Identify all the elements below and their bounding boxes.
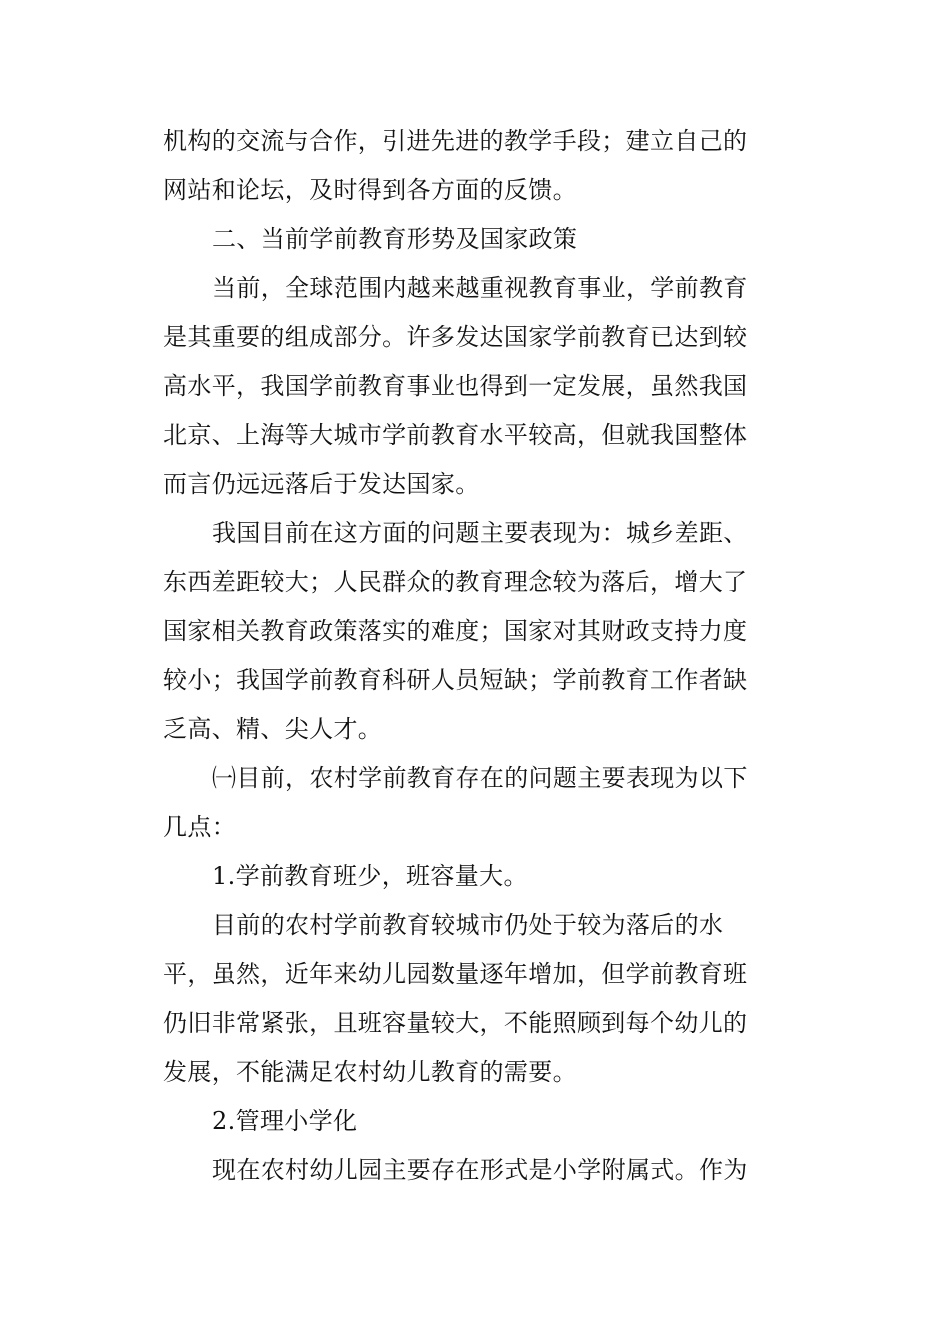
paragraph-line: 是其重要的组成部分。许多发达国家学前教育已达到较 <box>163 323 748 351</box>
paragraph-line: 目前的农村学前教育较城市仍处于较为落后的水 <box>212 911 724 939</box>
paragraph-line: 国家相关教育政策落实的难度；国家对其财政支持力度 <box>163 617 748 645</box>
document-page <box>163 117 775 1195</box>
paragraph-line: 高水平，我国学前教育事业也得到一定发展，虽然我国 <box>163 372 748 400</box>
paragraph-line: 东西差距较大；人民群众的教育理念较为落后，增大了 <box>163 568 748 596</box>
paragraph-line: 发展，不能满足农村幼儿教育的需要。 <box>163 1058 577 1086</box>
paragraph-line: 现在农村幼儿园主要存在形式是小学附属式。作为 <box>212 1156 748 1184</box>
subsection-heading: ㈠目前，农村学前教育存在的问题主要表现为以下 <box>212 764 748 792</box>
list-item-heading: 1.学前教育班少，班容量大。 <box>212 862 528 890</box>
paragraph-line: 机构的交流与合作，引进先进的教学手段；建立自己的 <box>163 127 748 155</box>
list-item-heading: 2.管理小学化 <box>212 1107 358 1135</box>
section-heading: 二、当前学前教育形势及国家政策 <box>212 225 578 253</box>
paragraph-line: 乏高、精、尖人才。 <box>163 715 383 743</box>
paragraph-line: 北京、上海等大城市学前教育水平较高，但就我国整体 <box>163 421 748 449</box>
paragraph-line: 平，虽然，近年来幼儿园数量逐年增加，但学前教育班 <box>163 960 748 988</box>
paragraph-line: 网站和论坛，及时得到各方面的反馈。 <box>163 176 577 204</box>
paragraph-line: 仍旧非常紧张，且班容量较大，不能照顾到每个幼儿的 <box>163 1009 748 1037</box>
subsection-heading-continuation: 几点： <box>163 813 237 841</box>
paragraph-line: 而言仍远远落后于发达国家。 <box>163 470 480 498</box>
paragraph-line: 较小；我国学前教育科研人员短缺；学前教育工作者缺 <box>163 666 748 694</box>
paragraph-line: 当前，全球范围内越来越重视教育事业，学前教育 <box>212 274 748 302</box>
paragraph-line: 我国目前在这方面的问题主要表现为：城乡差距、 <box>212 519 748 547</box>
